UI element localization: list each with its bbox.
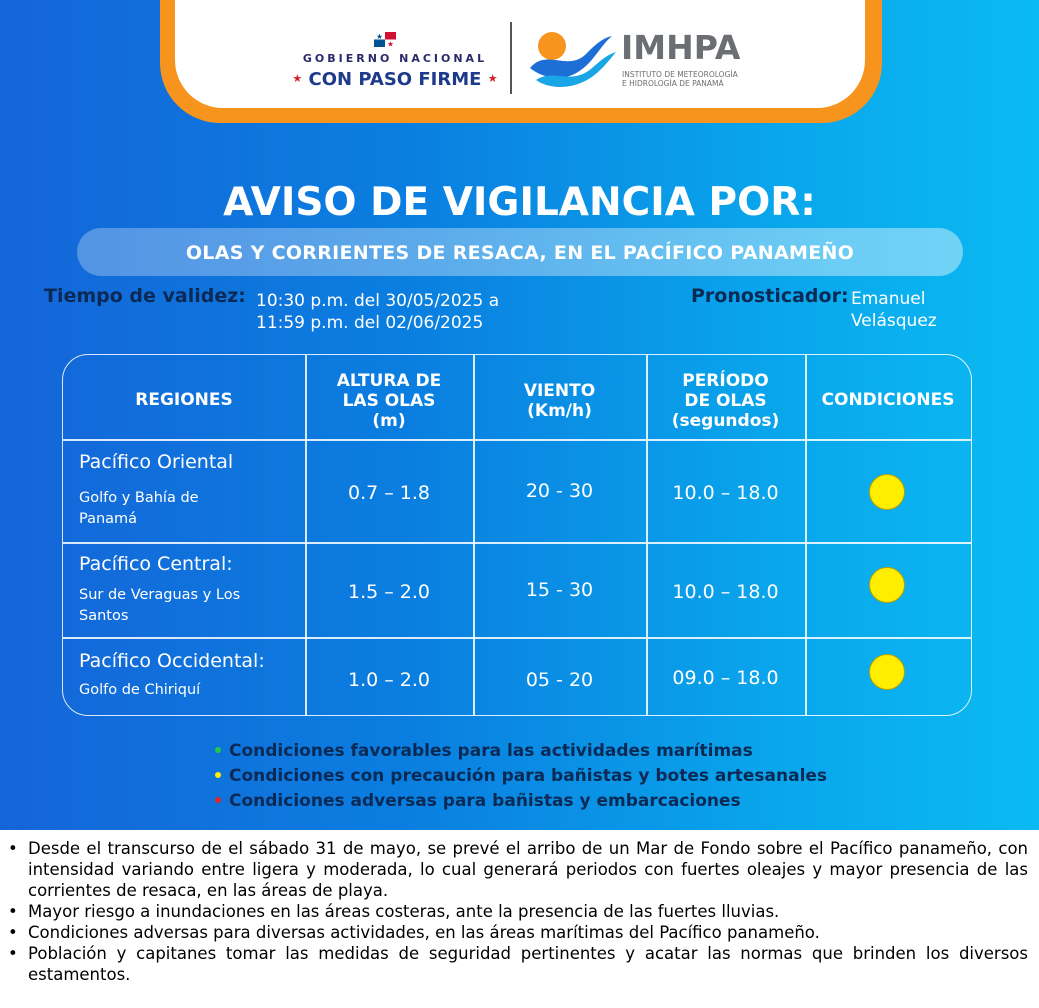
header-regions: REGIONES xyxy=(135,390,233,410)
row-2-region-sub-1: Sur de Veraguas y Los xyxy=(79,587,241,603)
header-wind-line1: VIENTO xyxy=(523,381,596,401)
panama-flag-icon xyxy=(374,32,396,47)
forecaster-first-name: Emanuel xyxy=(851,289,926,309)
note-text: Población y capitanes tomar las medidas de seguridad pertinentes y acatar las normas que brinden los diversos estamentos. xyxy=(28,944,1028,984)
row-2-period: 10.0 – 18.0 xyxy=(672,581,779,603)
legend-favorable xyxy=(215,741,753,761)
forecaster-last-name: Velásquez xyxy=(851,311,937,331)
header-conditions: CONDICIONES xyxy=(821,390,955,410)
bullet-icon: • xyxy=(8,902,18,921)
header-wave-height-line3: (m) xyxy=(372,411,406,431)
note-item xyxy=(8,901,1028,922)
row-1-height: 0.7 – 1.8 xyxy=(347,482,430,504)
row-1-condition-dot xyxy=(869,474,905,510)
imhpa-subtitle-1: INSTITUTO DE METEOROLOGÍA xyxy=(622,70,738,79)
row-3-height: 1.0 – 2.0 xyxy=(347,669,430,691)
header-white-panel xyxy=(175,0,865,108)
bullet-icon: • xyxy=(8,839,18,858)
table-divider xyxy=(63,439,971,441)
logo-divider xyxy=(510,22,512,94)
row-3-region: Pacífico Occidental: xyxy=(79,650,265,672)
forecast-table xyxy=(62,354,972,716)
bullet-icon: • xyxy=(8,944,18,963)
note-text: Mayor riesgo a inundaciones en las áreas costeras, ante la presencia de las fuertes lluvias. xyxy=(28,902,780,921)
imhpa-subtitle-2: E HIDROLOGÍA DE PANAMÁ xyxy=(622,79,724,88)
row-3-region-sub-1: Golfo de Chiriquí xyxy=(79,682,201,698)
row-2-condition-dot xyxy=(869,567,905,603)
row-3-period: 09.0 – 18.0 xyxy=(672,667,779,689)
legend-adverse xyxy=(215,791,741,811)
validity-end: 11:59 p.m. del 02/06/2025 xyxy=(256,313,484,333)
header-wind-line2: (Km/h) xyxy=(527,401,592,421)
header-wind xyxy=(473,381,646,421)
note-item xyxy=(8,838,1028,901)
table-divider xyxy=(63,637,971,639)
row-1-region: Pacífico Oriental xyxy=(79,451,234,473)
row-2-height: 1.5 – 2.0 xyxy=(347,581,430,603)
note-text: Desde el transcurso de el sábado 31 de mayo, se prevé el arribo de un Mar de Fondo sobre el Pacífico panameño, con intensidad variando entre ligera y moderada, lo cual generará periodos con fuertes oleajes y mayor presencia de las corrientes de resaca, en las áreas de playa. xyxy=(28,839,1028,900)
subtitle-text: OLAS Y CORRIENTES DE RESACA, EN EL PACÍFICO PANAMEÑO xyxy=(185,242,855,264)
header-period-line1: PERÍODO xyxy=(682,371,769,391)
imhpa-wave-sun-icon xyxy=(528,28,618,90)
red-dot-icon xyxy=(215,797,221,803)
bullet-icon: • xyxy=(8,923,18,942)
header-period-line3: (segundos) xyxy=(671,411,780,431)
yellow-dot-icon xyxy=(215,772,221,778)
table-divider xyxy=(63,542,971,544)
validity-start: 10:30 p.m. del 30/05/2025 a xyxy=(256,291,500,311)
imhpa-name: IMHPA xyxy=(621,28,741,67)
row-1-region-sub-2: Panamá xyxy=(79,511,138,527)
legend-adverse-text: Condiciones adversas para bañistas y embarcaciones xyxy=(229,791,741,811)
subtitle-bar xyxy=(77,228,963,276)
note-item xyxy=(8,922,1028,943)
validity-label: Tiempo de validez: xyxy=(44,285,246,307)
note-item xyxy=(8,943,1028,985)
green-dot-icon xyxy=(215,747,221,753)
row-3-wind: 05 - 20 xyxy=(525,669,594,691)
notes-list xyxy=(8,838,1028,985)
row-1-period: 10.0 – 18.0 xyxy=(672,482,779,504)
header-wave-height xyxy=(305,371,473,431)
legend-caution xyxy=(215,766,827,786)
note-text: Condiciones adversas para diversas actividades, en las áreas marítimas del Pacífico panameño. xyxy=(28,923,820,942)
row-3-condition-dot xyxy=(869,654,905,690)
row-2-region-sub-2: Santos xyxy=(79,608,129,624)
header-wave-height-line2: LAS OLAS xyxy=(342,391,436,411)
header-period-line2: DE OLAS xyxy=(684,391,767,411)
row-2-wind: 15 - 30 xyxy=(525,579,594,601)
header-period xyxy=(646,371,805,431)
forecaster-label: Pronosticador: xyxy=(691,285,849,307)
star-icon: ★ xyxy=(292,72,303,85)
row-1-wind: 20 - 30 xyxy=(525,480,594,502)
row-1-region-sub-1: Golfo y Bahía de xyxy=(79,490,199,506)
page-title: AVISO DE VIGILANCIA POR: xyxy=(223,180,816,225)
gobierno-nacional-logo xyxy=(290,28,500,98)
star-icon: ★ xyxy=(487,72,498,85)
row-2-region: Pacífico Central: xyxy=(79,553,233,575)
gov-line2 xyxy=(290,69,500,90)
header-wave-height-line1: ALTURA DE xyxy=(336,371,442,391)
legend-favorable-text: Condiciones favorables para las actividades marítimas xyxy=(229,741,753,761)
gov-line1: GOBIERNO NACIONAL xyxy=(302,52,488,65)
legend-caution-text: Condiciones con precaución para bañistas y botes artesanales xyxy=(229,766,828,786)
gov-slogan: CON PASO FIRME xyxy=(308,69,482,90)
